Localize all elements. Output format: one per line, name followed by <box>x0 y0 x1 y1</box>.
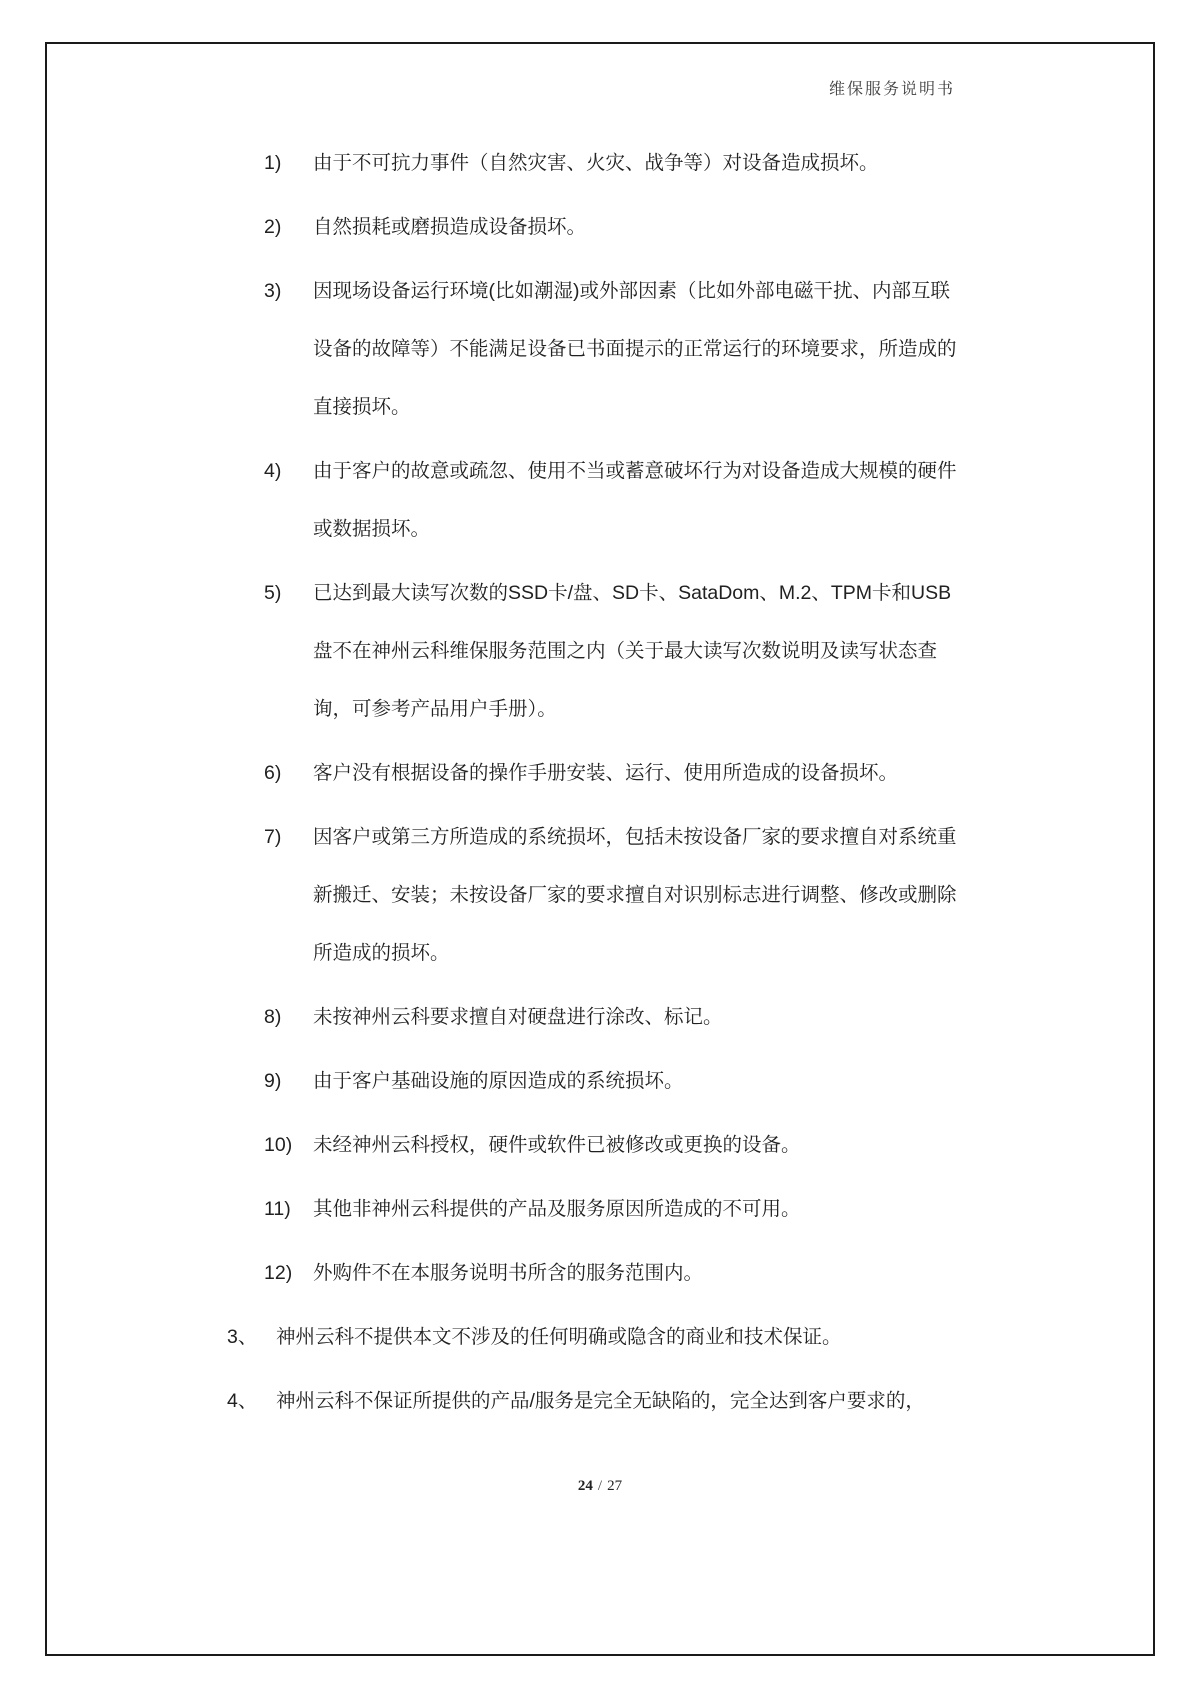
list-item-number: 10) <box>264 1134 293 1156</box>
list-item <box>227 744 957 802</box>
list-item-number: 5) <box>264 582 282 604</box>
list-item-number: 7) <box>264 826 282 848</box>
list-item <box>227 1116 957 1174</box>
list-item-number: 3) <box>264 280 282 302</box>
document-content <box>227 134 957 1436</box>
list-item-text: 神州云科不提供本文不涉及的任何明确或隐含的商业和技术保证。 <box>276 1326 842 1348</box>
page-header <box>0 76 955 99</box>
page-footer <box>0 1478 1200 1495</box>
exclusion-sub-list <box>227 134 957 1302</box>
list-item-text: 自然损耗或磨损造成设备损坏。 <box>313 216 587 238</box>
list-item <box>227 198 957 256</box>
list-item <box>227 1180 957 1238</box>
list-item-number: 4) <box>264 460 282 482</box>
list-item-number: 1) <box>264 152 282 174</box>
clause-main-list <box>227 1308 957 1430</box>
list-item <box>227 1372 957 1430</box>
list-item <box>227 134 957 192</box>
list-item-text: 神州云科不保证所提供的产品/服务是完全无缺陷的，完全达到客户要求的， <box>276 1390 925 1412</box>
list-item-text: 其他非神州云科提供的产品及服务原因所造成的不可用。 <box>313 1198 801 1220</box>
list-item <box>227 1308 957 1366</box>
list-item <box>227 262 957 436</box>
list-item-text: 因客户或第三方所造成的系统损坏，包括未按设备厂家的要求擅自对系统重新搬迁、安装；未按设备厂家的要求擅自对识别标志进行调整、修改或删除所造成的损坏。 <box>313 826 957 964</box>
header-title: 维保服务说明书 <box>828 81 955 98</box>
list-item-number: 4、 <box>227 1390 258 1412</box>
page-number-current: 24 <box>577 1478 593 1494</box>
list-item-text: 由于客户基础设施的原因造成的系统损坏。 <box>313 1070 684 1092</box>
list-item <box>227 564 957 738</box>
list-item-text: 因现场设备运行环境(比如潮湿)或外部因素（比如外部电磁干扰、内部互联设备的故障等）不能满足设备已书面提示的正常运行的环境要求，所造成的直接损坏。 <box>313 280 957 418</box>
list-item-text: 由于客户的故意或疏忽、使用不当或蓄意破坏行为对设备造成大规模的硬件或数据损坏。 <box>313 460 957 540</box>
list-item <box>227 442 957 558</box>
list-item <box>227 808 957 982</box>
page-number-total: 27 <box>607 1478 623 1494</box>
list-item-text: 客户没有根据设备的操作手册安装、运行、使用所造成的设备损坏。 <box>313 762 899 784</box>
list-item-number: 12) <box>264 1262 293 1284</box>
list-item-number: 8) <box>264 1006 282 1028</box>
list-item-number: 2) <box>264 216 282 238</box>
list-item-number: 3、 <box>227 1326 258 1348</box>
list-item-text: 外购件不在本服务说明书所含的服务范围内。 <box>313 1262 704 1284</box>
list-item <box>227 1052 957 1110</box>
list-item-text: 由于不可抗力事件（自然灾害、火灾、战争等）对设备造成损坏。 <box>313 152 879 174</box>
list-item-number: 11) <box>264 1198 291 1220</box>
list-item-number: 9) <box>264 1070 282 1092</box>
list-item-text: 未经神州云科授权，硬件或软件已被修改或更换的设备。 <box>313 1134 801 1156</box>
list-item-text: 未按神州云科要求擅自对硬盘进行涂改、标记。 <box>313 1006 723 1028</box>
list-item-number: 6) <box>264 762 282 784</box>
list-item-text: 已达到最大读写次数的SSD卡/盘、SD卡、SataDom、M.2、TPM卡和USB盘不在神州云科维保服务范围之内（关于最大读写次数说明及读写状态查询，可参考产品用户手册）。 <box>313 582 952 720</box>
list-item <box>227 988 957 1046</box>
page-number-separator: / <box>597 1478 603 1494</box>
list-item <box>227 1244 957 1302</box>
